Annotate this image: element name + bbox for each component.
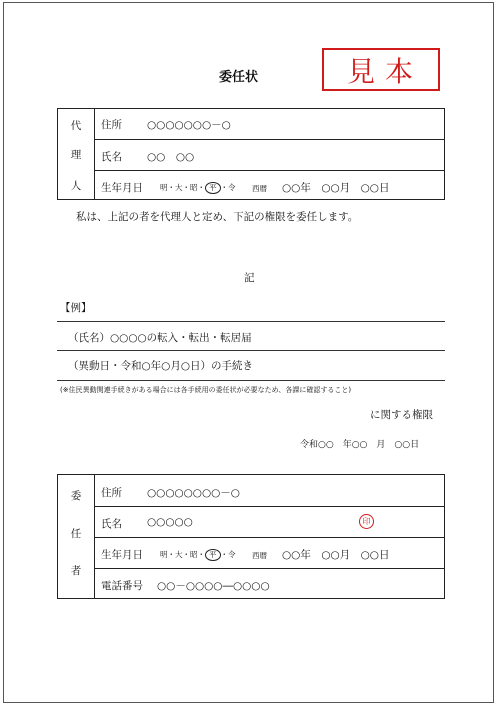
delegation-text: 私は、上記の者を代理人と定め、下記の権限を委任します。 bbox=[76, 211, 359, 223]
principal-table bbox=[57, 474, 445, 599]
principal-address-row bbox=[94, 475, 444, 506]
seal-mark: 印 bbox=[359, 514, 374, 529]
principal-phone-label: 電話番号 bbox=[101, 580, 143, 592]
principal-name-value: ○○○○○ bbox=[147, 516, 193, 528]
principal-side-char: 者 bbox=[70, 565, 82, 577]
agent-era-prefix: 明・大・昭・ bbox=[160, 183, 205, 192]
agent-table bbox=[57, 108, 445, 200]
agent-address-value: ○○○○○○○－○ bbox=[147, 119, 231, 131]
principal-seireki: 西暦 bbox=[252, 551, 267, 560]
example-label: 【例】 bbox=[60, 302, 92, 314]
agent-address-row bbox=[94, 109, 444, 139]
principal-side-char: 委 bbox=[70, 490, 82, 502]
principal-address-value: ○○○○○○○○－○ bbox=[147, 487, 240, 499]
agent-side-char: 理 bbox=[70, 149, 82, 161]
principal-era-circled: 平 bbox=[205, 549, 221, 561]
agent-era-list bbox=[160, 182, 236, 194]
date-line: 令和○○ 年○○ 月 ○○日 bbox=[300, 440, 420, 450]
principal-name-row bbox=[94, 506, 444, 538]
agent-birth-value: ○○年 ○○月 ○○日 bbox=[282, 182, 390, 194]
agent-name-value: ○○ ○○ bbox=[147, 151, 195, 163]
sample-stamp: 見本 bbox=[322, 48, 440, 91]
agent-name-label: 氏名 bbox=[101, 151, 122, 163]
divider bbox=[57, 380, 445, 381]
agent-birth-label: 生年月日 bbox=[101, 182, 143, 194]
agent-side-label bbox=[58, 109, 95, 199]
agent-side-char: 代 bbox=[70, 120, 82, 132]
agent-era-circled: 平 bbox=[205, 182, 221, 194]
principal-side-label bbox=[58, 475, 95, 598]
agent-seireki: 西暦 bbox=[252, 184, 267, 193]
principal-era-list bbox=[160, 549, 236, 561]
principal-phone-row bbox=[94, 568, 444, 600]
principal-birth-value: ○○年 ○○月 ○○日 bbox=[282, 549, 390, 561]
principal-era-prefix: 明・大・昭・ bbox=[160, 550, 205, 559]
agent-side-char: 人 bbox=[70, 180, 82, 192]
example-line-2: （異動日・令和○年○月○日）の手続き bbox=[68, 360, 253, 372]
note-text: (※住民異動関連手続きがある場合には各手続用の委任状が必要なため、各課に確認すること) bbox=[60, 386, 352, 394]
authority-suffix: に関する権限 bbox=[370, 409, 433, 421]
principal-birth-label: 生年月日 bbox=[101, 549, 143, 561]
divider bbox=[57, 321, 445, 322]
principal-era-suffix: ・令 bbox=[220, 550, 236, 559]
principal-phone-value: ○○－○○○○―○○○○ bbox=[157, 580, 270, 592]
agent-address-label: 住所 bbox=[101, 119, 122, 131]
document-title: 委任状 bbox=[219, 70, 259, 85]
agent-name-row bbox=[94, 139, 444, 170]
agent-era-suffix: ・令 bbox=[220, 183, 236, 192]
principal-name-label: 氏名 bbox=[101, 518, 122, 530]
divider bbox=[57, 350, 445, 351]
principal-birth-row bbox=[94, 537, 444, 568]
principal-address-label: 住所 bbox=[101, 487, 122, 499]
ki-heading: 記 bbox=[244, 272, 255, 284]
principal-side-char: 任 bbox=[70, 528, 82, 540]
agent-birth-row bbox=[94, 170, 444, 201]
example-line-1: （氏名）○○○○の転入・転出・転居届 bbox=[68, 332, 252, 344]
